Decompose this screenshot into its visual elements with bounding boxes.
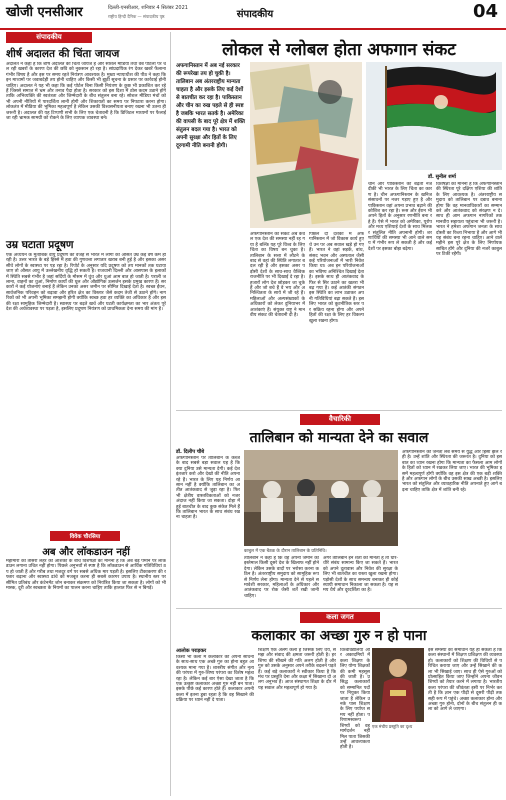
- viewpoint-col3: अगर तालिबान इन शर्तों को मानता है तो धीरे-धीरे संबंध सामान्य किए जा सकते हैं। भारत को अपने दूतावास और निवेश की सुरक्षा के लिए भी बातचीत का रास्ता खुला रखना होगा। पड़ोसी देशों के साथ समन्वय बनाकर ही कोई स्थायी समाधान निकाला जा सकता है। यह समय धैर्य और दूरदर्शिता का है।: [323, 556, 398, 594]
- flag-illustration: [366, 62, 502, 170]
- pullquote-text: अफगानिस्तान में अब नई सरकार की रूपरेखा तय हो चुकी है। तालिबान अब अंतरराष्ट्रीय मान्यता चाहता है और इसके लिए कई देशों से बातचीत कर रहा है। पाकिस्तान और चीन का रुख पहले से ही स्पष्ट है जबकि भारत सतर्क है। अमेरिका की वापसी के बाद पूरे क्षेत्र में शक्ति संतुलन बदल गया है। भारत को अपनी सुरक्षा और हितों के लिए दूरगामी नीति बनानी होगी।: [176, 63, 245, 149]
- masthead-logo: खोजी एनसीआर: [6, 5, 83, 20]
- masthead-rule: [0, 28, 506, 30]
- pollution-body: एक अध्ययन के मुताबिक वायु प्रदूषण की वजह से भारत में लोगों की औसत उम्र कई वर्ष कम हो रही है। उत्तर भारत के बड़े हिस्से में हवा की गुणवत्ता लगातार खराब बनी हुई है और इसका असर सीधे लोगों के स्वास्थ्य पर पड़ रहा है। रिपोर्ट के अनुसार यदि प्रदूषण को तय मानकों तक घटाया जाए तो औसत आयु में उल्लेखनीय वृद्धि हो सकती है। राजधानी दिल्ली और आसपास के इलाकों में स्थिति सबसे गंभीर है जहां सर्दियों के मौसम में धुंध और धुआं आम बात हो जाती है। पराली जलाना, वाहनों का धुआं, निर्माण कार्यों की धूल और औद्योगिक उत्सर्जन इसके प्रमुख कारण हैं। सरकारों ने कई योजनाएं बनाई हैं लेकिन उनका असर जमीन पर सीमित दिखाई देता है। स्वच्छ ईंधन, सार्वजनिक परिवहन को बढ़ावा और हरित क्षेत्र का विस्तार जैसे कदम तेजी से उठाने होंगे। नागरिकों को भी अपनी भूमिका समझनी होगी क्योंकि स्वच्छ हवा हर व्यक्ति का अधिकार है और इसकी रक्षा सामूहिक जिम्मेदारी है। स्वास्थ्य पर बढ़ते खर्च और घटती कार्यक्षमता का भार अंततः पूरे देश की अर्थव्यवस्था पर पड़ता है, इसलिए प्रदूषण नियंत्रण को प्राथमिकता देना समय की मांग है।: [6, 253, 166, 313]
- main-byline: डॉ. सुनील शर्मा: [428, 174, 456, 180]
- editorial-title: शीर्ष अदालत की चिंता जायज: [6, 48, 120, 60]
- main-bottom-rule: [176, 410, 502, 411]
- afghan-crisis-illustration: [250, 62, 362, 228]
- viewpoint-col4: अफगानिस्तान की जनता लंबे समय से युद्ध और हिंसा झेल रही है। उन्हें शांति और स्थिरता की जरूरत है। दुनिया को इस बात का ध्यान रखना होगा कि मान्यता का फैसला आम लोगों के हितों को ध्यान में रखकर लिया जाए। भारत की भूमिका इसमें महत्वपूर्ण होगी क्योंकि वह इस क्षेत्र की एक बड़ी शक्ति है और अफगान लोगों के बीच उसकी साख अच्छी है। इसलिए भारत को संतुलित और व्यावहारिक नीति अपनाते हुए आगे बढ़ना चाहिए ताकि क्षेत्र में शांति बनी रहे।: [402, 450, 502, 493]
- page-number: 04: [472, 1, 498, 22]
- arts-col4: इस समस्या का समाधान यह हो सकता है कि कला संस्थानों में शिक्षण प्रशिक्षण की व्यवस्था हो। कलाकारों को शिक्षण की विधियों से परिचित कराया जाए और उन्हें सिखाने की कला भी सिखाई जाए। साथ ही ऐसे गुरुओं को प्रोत्साहित किया जाए जिन्होंने अपना जीवन शिष्यों को तैयार करने में लगाया है। भारतीय कला परंपरा की जीवंतता इसी पर निर्भर करती है कि ज्ञान एक पीढ़ी से दूसरी पीढ़ी तक सही रूप में पहुंचे। अच्छा कलाकार होना और अच्छा गुरु होना, दोनों के बीच संतुलन ही कला को आगे ले जाएगा।: [428, 648, 502, 713]
- fakenews-tag: विवेक चौरसिया: [50, 531, 120, 541]
- section-title: संपादकीय: [236, 9, 274, 20]
- arts-col2: शिक्षण एक अलग कला है जिसके लिए धैर्य, समझ और संवाद की क्षमता जरूरी होती है। हर शिष्य की सीखने की गति अलग होती है और गुरु को उसके अनुसार अपने तरीके बदलने पड़ते हैं। कई बड़े कलाकारों ने स्वीकार किया है कि मंच पर प्रस्तुति देना और कक्षा में सिखाना दो अलग अनुभव हैं। आज संस्थागत शिक्षा के दौर में यह सवाल और महत्वपूर्ण हो गया है।: [258, 648, 336, 691]
- left-column-rule: [170, 32, 171, 796]
- main-col2: पिछले दो दशकों में अफगानिस्तान में जो विकास कार्य हुए थे उन पर अब सवाल खड़े हो गए हैं। भारत ने वहां सड़कें, बांध, संसद भवन और अस्पताल जैसी कई परियोजनाओं में भारी निवेश किया था। अब इन परियोजनाओं का भविष्य अनिश्चित दिखाई देता है। इसके साथ ही आतंकवाद के फिर से सिर उठाने का खतरा भी बढ़ गया है। कई आतंकी संगठन इस स्थिति का लाभ उठाकर अपनी गतिविधियां बढ़ा सकते हैं। इसलिए भारत को कूटनीतिक स्तर पर सक्रिय रहना होगा और अपने हितों की रक्षा के लिए हर विकल्प खुला रखना होगा।: [309, 232, 364, 324]
- arts-tag: कला जगत: [300, 612, 380, 623]
- viewpoint-headline: तालिबान को मान्यता देने का सवाल: [249, 430, 429, 446]
- viewpoint-col2: तालिबान ने कहा है कि वह अपनी जमीन का इस्तेमाल किसी दूसरे देश के खिलाफ नहीं होने देगा। लेकिन उसके वादों पर भरोसा करना कठिन है। अंतरराष्ट्रीय समुदाय को सामूहिक रूप से निर्णय लेना होगा। मान्यता देने से पहले समावेशी सरकार, महिलाओं के अधिकार और आतंकवाद पर रोक जैसी शर्तें रखी जानी चाहिए।: [244, 556, 319, 599]
- masthead-subline: राष्ट्रीय हिन्दी दैनिक — संपादकीय पृष्ठ: [108, 14, 165, 19]
- fakenews-title: अब और लॉकडाउन नहीं: [42, 547, 130, 558]
- arts-byline: आलोक पराड़कर: [176, 648, 207, 654]
- editorial-body: अदालत ने कहा है कि शीर्ष अदालत की चिंता जायज है और सोशल मीडिया तथा वेब पोर्टलों पर चल रही खबरों के कारण देश की छवि को नुकसान हो रहा है। सांप्रदायिक रंग देकर खबरें फैलाना गंभीर विषय है और इस पर समय रहते नियंत्रण आवश्यक है। मुख्य न्यायाधीश की पीठ ने कहा कि इन माध्यमों पर जवाबदेही तय होनी चाहिए और किसी भी झूठी सूचना के प्रसार पर कार्रवाई होनी चाहिए। अदालत ने यह भी कहा कि कई पोर्टल बिना किसी नियंत्रण के कुछ भी प्रकाशित कर रहे हैं जिससे समाज में भ्रम और तनाव पैदा होता है। सरकार को इस दिशा में ठोस कदम उठाने होंगे ताकि अभिव्यक्ति की स्वतंत्रता और जिम्मेदारी के बीच संतुलन बना रहे। सोशल मीडिया मंचों को भी अपनी नीतियों में पारदर्शिता लानी होगी और शिकायतों का समय पर निपटारा करना होगा। लोकतंत्र में मीडिया की भूमिका महत्वपूर्ण है लेकिन उसकी विश्वसनीयता बनाए रखना भी उतना ही जरूरी है। अदालत की यह टिप्पणी सभी के लिए एक चेतावनी है कि डिजिटल माध्यमों पर फैलाई जा रही भ्रामक सामग्री को रोकने के लिए व्यापक व्यवस्था बने।: [6, 62, 166, 122]
- arts-col1: किसी भी कला में कलाकार की अपनी साधना के साथ-साथ एक अच्छे गुरु का होना बहुत आवश्यक माना गया है। शास्त्रीय संगीत और नृत्य की परंपरा में गुरु-शिष्य परंपरा का विशेष महत्व रहा है। लेकिन कई बार ऐसा देखा जाता है कि एक उत्कृष्ट कलाकार अच्छा गुरु नहीं बन पाता। इसके पीछे कई कारण होते हैं। कलाकार अपनी कला में इतना डूबा रहता है कि वह सिखाने की प्रक्रिया पर ध्यान नहीं दे पाता।: [176, 655, 254, 704]
- main-col3: चीन और पाकिस्तान की बढ़ती नजदीकी भी भारत के लिए चिंता का कारण है। चीन अफगानिस्तान के खनिज संसाधनों पर नजर गड़ाए हुए है और पाकिस्तान वहां अपना प्रभाव बढ़ाने की कोशिश कर रहा है। रूस और ईरान भी अपने हितों के अनुसार रणनीति बना रहे हैं। ऐसे में भारत को अमेरिका, यूरोप और मध्य एशियाई देशों के साथ मिलकर संतुलित नीति अपनानी होगी। शरणार्थियों की समस्या भी आने वाले समय में गंभीर रूप ले सकती है और कई देशों पर इसका बोझ बढ़ेगा।: [368, 182, 432, 252]
- editorial-tag: संपादकीय: [6, 32, 92, 43]
- pollution-title: उम्र घटाता प्रदूषण: [6, 239, 74, 251]
- main-col1: अफगानिस्तान का संकट अब केवल एक देश की समस्या नहीं रह गया है बल्कि यह पूरे विश्व के लिए चिंता का विषय बन चुका है। तालिबान के सत्ता में लौटने के बाद से वहां की स्थिति लगातार बदल रही है और इसका असर पड़ोसी देशों के साथ-साथ वैश्विक राजनीति पर भी दिखाई दे रहा है। हजारों लोग देश छोड़कर जा चुके हैं और जो बचे हैं वे भय और अनिश्चितता के साये में जी रहे हैं। महिलाओं और अल्पसंख्यकों के अधिकारों को लेकर दुनियाभर में आशंकाएं हैं। संयुक्त राष्ट्र ने मानवीय संकट की चेतावनी दी है।: [250, 232, 305, 319]
- viewpoint-bottom-rule: [176, 608, 502, 609]
- pullquote-box: [176, 62, 246, 242]
- arts-col3: विश्वविद्यालयों और अकादमियों में कला शिक्षण के लिए योग्य शिक्षकों की कमी महसूस की जाती है। प्रसिद्ध कलाकारों को सम्मानित पदों पर नियुक्त किया जाता है लेकिन उनके पास शिक्षण के लिए पर्याप्त समय नहीं होता। परिणामस्वरूप शिष्यों को वह मार्गदर्शन नहीं मिल पाता जिसकी उन्हें आवश्यकता होती है।: [340, 648, 370, 751]
- masthead-dateline: दिल्ली-एनसीआर, शनिवार 4 सितंबर 2021: [108, 5, 188, 11]
- main-headline: लोकल से ग्लोबल होता अफगान संकट: [222, 40, 456, 60]
- taliban-meeting-photo: [244, 450, 398, 546]
- viewpoint-tag: वैचारिकी: [300, 414, 380, 425]
- masthead: [0, 0, 506, 28]
- arts-performance-photo: [372, 648, 424, 722]
- viewpoint-col1: अफगानिस्तान पर तालिबान के कब्जे के बाद सबसे बड़ा सवाल यह है कि क्या दुनिया उसे मान्यता देगी। कई देश इंतजार करो और देखो की नीति अपना रहे हैं। भारत के लिए यह निर्णय आसान नहीं है क्योंकि तालिबान का अतीत आतंकवाद से जुड़ा रहा है। फिर भी क्षेत्रीय वास्तविकताओं को नजरअंदाज नहीं किया जा सकता। दोहा में हुई बातचीत के बाद कुछ संकेत मिले हैं कि तालिबान भारत के साथ संबंध रखना चाहता है।: [176, 456, 240, 521]
- viewpoint-byline: डॉ. दिलीप चौबे: [176, 449, 205, 455]
- arts-photo-caption: एक मंचीय प्रस्तुति का दृश्य: [372, 724, 413, 729]
- main-col4: विशेषज्ञों का मानना है कि अफगानिस्तान की स्थिरता पूरे दक्षिण एशिया की शांति के लिए आवश्यक है। अंतरराष्ट्रीय समुदाय को तालिबान पर दबाव बनाना होगा कि वह मानवाधिकारों का सम्मान करे और आतंकवाद को संरक्षण न दे। साथ ही आम अफगान नागरिकों तक मानवीय सहायता पहुंचाना भी जरूरी है। भारत ने हमेशा अफगान जनता के साथ दोस्ती का रिश्ता निभाया है और आगे भी यह संबंध बना रहना चाहिए। आने वाले महीने इस पूरे क्षेत्र के लिए निर्णायक साबित होंगे और दुनिया की नजरें काबुल पर टिकी रहेंगी।: [436, 182, 502, 258]
- viewpoint-photo-caption: काबुल में एक बैठक के दौरान तालिबान के प्रतिनिधि।: [244, 549, 327, 554]
- arts-headline: कलाकार का अच्छा गुरु न हो पाना: [251, 628, 427, 644]
- fakenews-body: महामारी की तीसरी लहर की आशंका के बीच विशेषज्ञों का मानना है कि अब बड़े पैमाने पर लॉकडाउन लगाना उचित नहीं होगा। पिछले अनुभवों से स्पष्ट है कि लॉकडाउन से आर्थिक गतिविधियां ठप हो जाती हैं और गरीब तथा मजदूर वर्ग पर सबसे अधिक मार पड़ती है। इसलिए टीकाकरण की रफ्तार बढ़ाना और स्वास्थ्य ढांचे को मजबूत करना ही सबसे कारगर उपाय है। स्थानीय स्तर पर सीमित प्रतिबंध और कंटेनमेंट जोन बनाकर संक्रमण को नियंत्रित किया जा सकता है। लोगों को भी मास्क, दूरी और स्वच्छता के नियमों का पालन करना चाहिए ताकि हालात फिर से न बिगड़ें।: [6, 559, 166, 592]
